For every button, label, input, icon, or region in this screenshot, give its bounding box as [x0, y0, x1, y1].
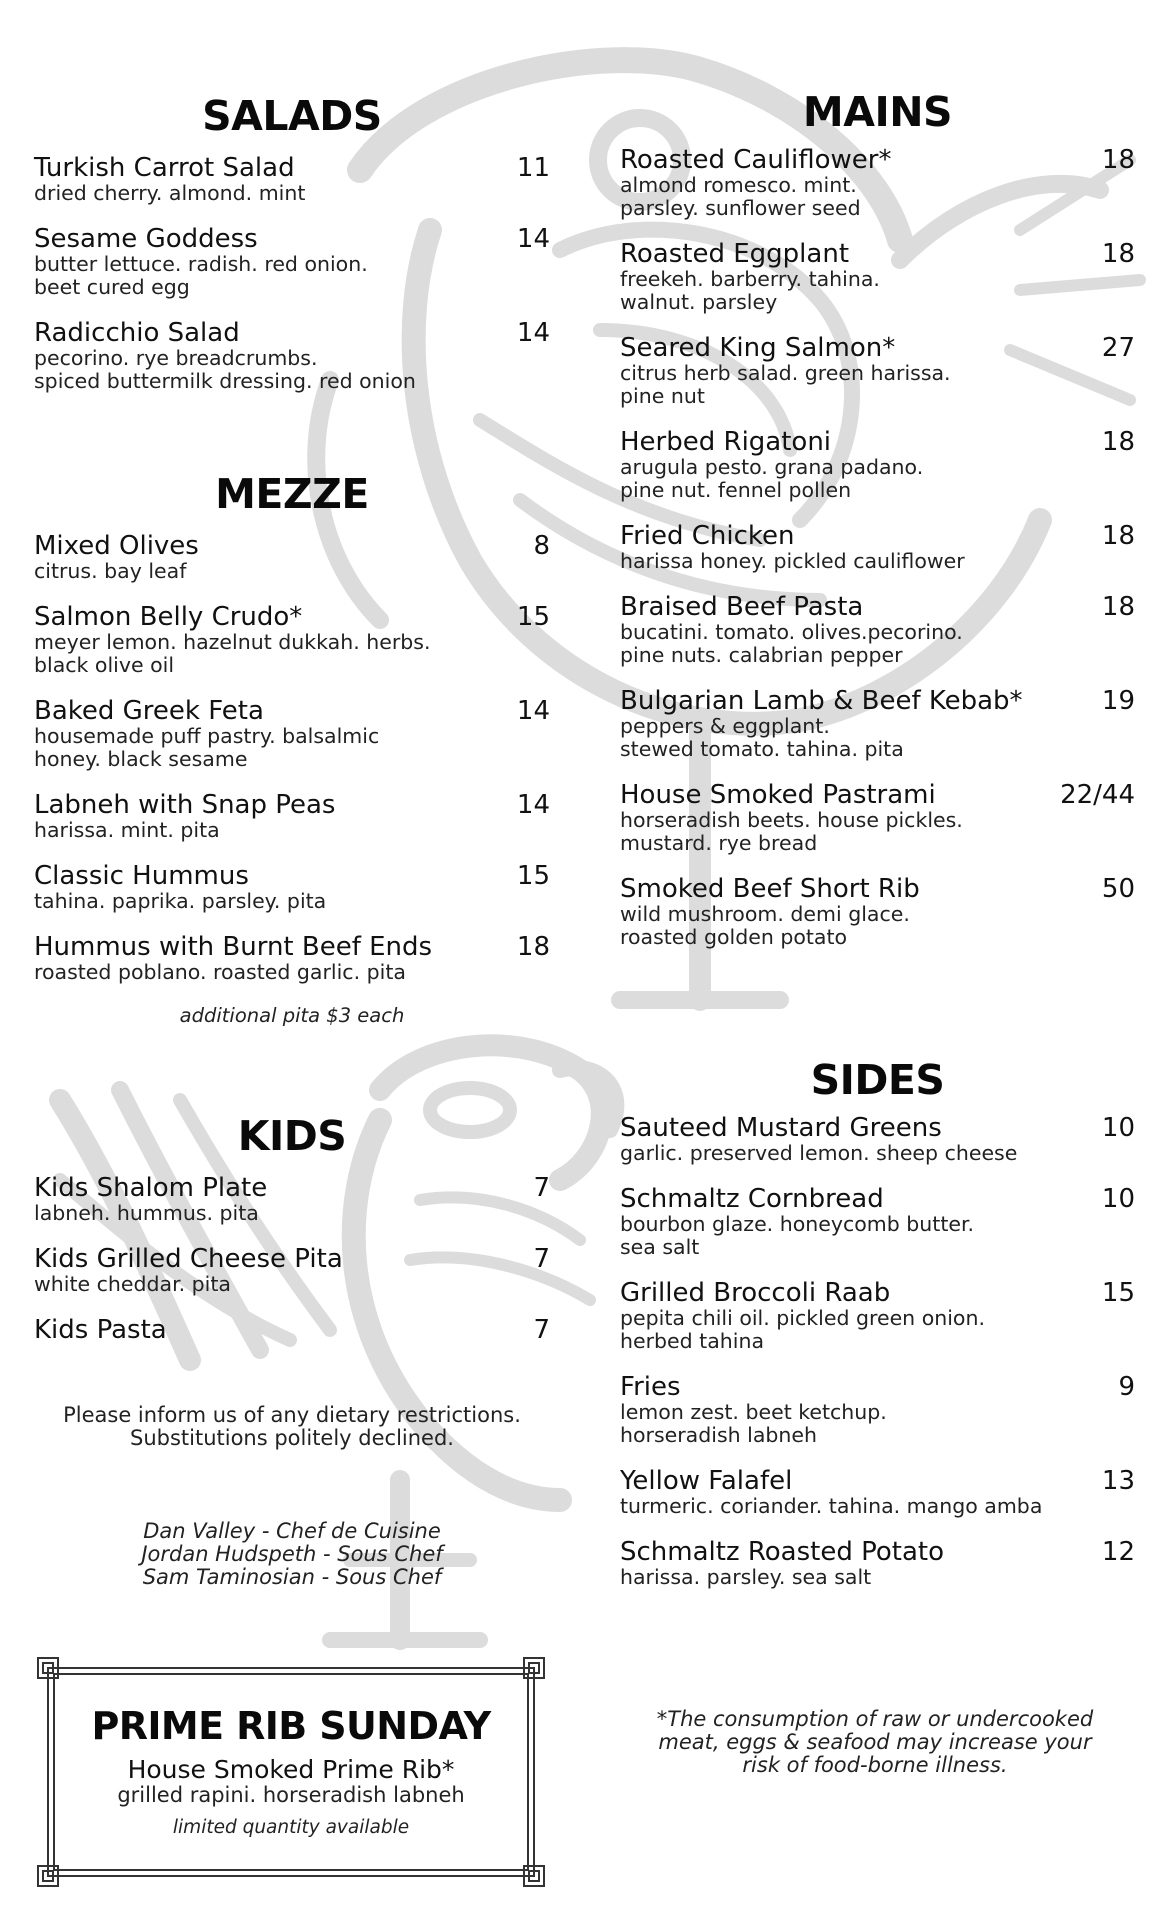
menu-item	[34, 1316, 550, 1344]
item-description: peppers & eggplant.	[620, 714, 830, 738]
menu-item	[620, 687, 1135, 761]
item-name: Braised Beef Pasta	[620, 592, 864, 622]
menu-item	[620, 593, 1135, 667]
credit-sous-chef-1: Jordan Hudspeth - Sous Chef	[141, 1542, 443, 1566]
item-description: arugula pesto. grana padano.	[620, 455, 924, 479]
item-price: 12	[1101, 1537, 1135, 1567]
item-description: pecorino. rye breadcrumbs.	[34, 346, 318, 370]
sides-list	[620, 1114, 1135, 1589]
menu-item	[620, 1373, 1135, 1447]
item-description: beet cured egg	[34, 275, 190, 299]
item-name: Bulgarian Lamb & Beef Kebab*	[620, 686, 1023, 716]
item-name: Yellow Falafel	[620, 1466, 793, 1496]
item-price: 14	[516, 224, 550, 254]
menu-item	[34, 933, 550, 984]
menu-item	[34, 697, 550, 771]
item-name: Kids Grilled Cheese Pita	[34, 1244, 343, 1274]
item-name: Smoked Beef Short Rib	[620, 874, 920, 904]
item-price: 10	[1101, 1184, 1135, 1214]
item-name: Fries	[620, 1372, 681, 1402]
kids-title: KIDS	[237, 1112, 347, 1160]
item-description: herbed tahina	[620, 1329, 765, 1353]
menu-item	[620, 146, 1135, 220]
item-name: Roasted Eggplant	[620, 239, 850, 269]
menu-item	[34, 862, 550, 913]
disclaimer-line-1: *The consumption of raw or undercooked	[656, 1707, 1094, 1731]
item-name: Salmon Belly Crudo*	[34, 602, 303, 632]
item-description: parsley. sunflower seed	[620, 196, 861, 220]
kids-list	[34, 1174, 550, 1344]
item-description: citrus. bay leaf	[34, 559, 187, 583]
mezze-section	[34, 470, 550, 1027]
credit-chef-de-cuisine: Dan Valley - Chef de Cuisine	[143, 1519, 441, 1543]
item-price: 18	[1101, 145, 1135, 175]
menu-item	[34, 319, 550, 393]
dietary-line-2: Substitutions politely declined.	[129, 1426, 454, 1450]
disclaimer-line-3: risk of food-borne illness.	[742, 1753, 1008, 1777]
item-description: meyer lemon. hazelnut dukkah. herbs.	[34, 630, 431, 654]
item-price: 18	[1101, 427, 1135, 457]
item-description: lemon zest. beet ketchup.	[620, 1400, 887, 1424]
prime-rib-box	[34, 1654, 548, 1890]
item-description: dried cherry. almond. mint	[34, 181, 306, 205]
item-description: harissa. parsley. sea salt	[620, 1565, 872, 1589]
item-description: housemade puff pastry. balsalmic	[34, 724, 380, 748]
menu-item	[620, 781, 1135, 855]
item-name: Mixed Olives	[34, 531, 199, 561]
item-description: freekeh. barberry. tahina.	[620, 267, 880, 291]
menu-item	[620, 1185, 1135, 1259]
item-description: pine nuts. calabrian pepper	[620, 643, 903, 667]
item-description: walnut. parsley	[620, 290, 778, 314]
item-price: 14	[516, 318, 550, 348]
item-price: 7	[533, 1315, 550, 1345]
item-name: Labneh with Snap Peas	[34, 790, 336, 820]
item-description: harissa honey. pickled cauliflower	[620, 549, 965, 573]
menu-item	[620, 240, 1135, 314]
menu-item	[620, 1467, 1135, 1518]
menu-item	[34, 225, 550, 299]
item-price: 7	[533, 1173, 550, 1203]
item-price: 7	[533, 1244, 550, 1274]
item-price: 19	[1101, 686, 1135, 716]
menu-item	[620, 334, 1135, 408]
item-name: House Smoked Pastrami	[620, 780, 936, 810]
item-price: 10	[1101, 1113, 1135, 1143]
disclaimer-line-2: meat, eggs & seafood may increase your	[658, 1730, 1092, 1754]
kids-section	[34, 1112, 550, 1364]
item-name: Kids Pasta	[34, 1315, 167, 1345]
menu-item	[34, 791, 550, 842]
dietary-notice	[34, 1404, 550, 1450]
item-name: Sesame Goddess	[34, 224, 258, 254]
menu-item	[34, 532, 550, 583]
prime-rib-title: PRIME RIB SUNDAY	[91, 1704, 491, 1748]
mains-title: MAINS	[802, 88, 953, 136]
item-description: tahina. paprika. parsley. pita	[34, 889, 327, 913]
item-description: sea salt	[620, 1235, 700, 1259]
item-name: Herbed Rigatoni	[620, 427, 832, 457]
item-price: 15	[1101, 1278, 1135, 1308]
item-name: Grilled Broccoli Raab	[620, 1278, 891, 1308]
item-price: 14	[516, 696, 550, 726]
item-name: Schmaltz Cornbread	[620, 1184, 884, 1214]
mezze-title: MEZZE	[215, 470, 369, 518]
item-name: Turkish Carrot Salad	[34, 153, 295, 183]
item-price: 27	[1101, 333, 1135, 363]
item-price: 18	[1101, 521, 1135, 551]
item-price: 50	[1101, 874, 1135, 904]
item-name: Sauteed Mustard Greens	[620, 1113, 942, 1143]
menu-item	[34, 1174, 550, 1225]
item-description: horseradish labneh	[620, 1423, 818, 1447]
item-name: Radicchio Salad	[34, 318, 240, 348]
item-price: 15	[516, 861, 550, 891]
prime-rib-item: House Smoked Prime Rib*	[127, 1755, 455, 1784]
item-price: 15	[516, 602, 550, 632]
mains-section	[620, 88, 1135, 969]
item-price: 18	[1101, 239, 1135, 269]
menu-item	[620, 1114, 1135, 1165]
item-price: 13	[1101, 1466, 1135, 1496]
item-price: 18	[516, 932, 550, 962]
food-safety-disclaimer	[620, 1708, 1130, 1777]
item-name: Fried Chicken	[620, 521, 795, 551]
item-name: Baked Greek Feta	[34, 696, 264, 726]
prime-rib-desc: grilled rapini. horseradish labneh	[117, 1783, 465, 1807]
item-name: Kids Shalom Plate	[34, 1173, 268, 1203]
menu-item	[620, 1538, 1135, 1589]
item-description: wild mushroom. demi glace.	[620, 902, 910, 926]
item-description: honey. black sesame	[34, 747, 248, 771]
prime-rib-note: limited quantity available	[172, 1817, 410, 1838]
menu-item	[34, 603, 550, 677]
item-description: roasted poblano. roasted garlic. pita	[34, 960, 406, 984]
item-description: mustard. rye bread	[620, 831, 818, 855]
menu-item	[34, 1245, 550, 1296]
item-description: almond romesco. mint.	[620, 173, 857, 197]
item-price: 14	[516, 790, 550, 820]
item-description: white cheddar. pita	[34, 1272, 231, 1296]
item-description: butter lettuce. radish. red onion.	[34, 252, 368, 276]
item-description: harissa. mint. pita	[34, 818, 220, 842]
item-description: stewed tomato. tahina. pita	[620, 737, 904, 761]
menu-item	[620, 522, 1135, 573]
pita-note: additional pita $3 each	[179, 1004, 405, 1027]
item-price: 22/44	[1060, 780, 1135, 810]
item-name: Schmaltz Roasted Potato	[620, 1537, 944, 1567]
salads-title: SALADS	[202, 92, 382, 140]
salads-list	[34, 154, 550, 393]
item-name: Seared King Salmon*	[620, 333, 896, 363]
mains-list	[620, 146, 1135, 949]
item-description: pine nut	[620, 384, 705, 408]
item-description: pepita chili oil. pickled green onion.	[620, 1306, 985, 1330]
sides-section	[620, 1056, 1135, 1609]
item-price: 8	[533, 531, 550, 561]
salads-section	[34, 92, 550, 413]
item-description: bourbon glaze. honeycomb butter.	[620, 1212, 975, 1236]
item-description: horseradish beets. house pickles.	[620, 808, 963, 832]
menu-item	[620, 428, 1135, 502]
item-name: Hummus with Burnt Beef Ends	[34, 932, 433, 962]
item-description: labneh. hummus. pita	[34, 1201, 259, 1225]
mezze-list	[34, 532, 550, 984]
item-description: turmeric. coriander. tahina. mango amba	[620, 1494, 1043, 1518]
sides-title: SIDES	[810, 1056, 945, 1104]
item-name: Roasted Cauliflower*	[620, 145, 892, 175]
credit-sous-chef-2: Sam Taminosian - Sous Chef	[142, 1565, 442, 1589]
item-description: roasted golden potato	[620, 925, 848, 949]
item-name: Classic Hummus	[34, 861, 249, 891]
item-price: 18	[1101, 592, 1135, 622]
menu-item	[620, 1279, 1135, 1353]
chef-credits	[34, 1520, 550, 1589]
menu-item	[34, 154, 550, 205]
item-description: bucatini. tomato. olives.pecorino.	[620, 620, 963, 644]
item-description: pine nut. fennel pollen	[620, 478, 852, 502]
item-description: black olive oil	[34, 653, 175, 677]
dietary-line-1: Please inform us of any dietary restrictions.	[63, 1403, 521, 1427]
item-price: 9	[1118, 1372, 1135, 1402]
menu-item	[620, 875, 1135, 949]
item-description: spiced buttermilk dressing. red onion	[34, 369, 416, 393]
item-price: 11	[516, 153, 550, 183]
item-description: citrus herb salad. green harissa.	[620, 361, 951, 385]
item-description: garlic. preserved lemon. sheep cheese	[620, 1141, 1018, 1165]
